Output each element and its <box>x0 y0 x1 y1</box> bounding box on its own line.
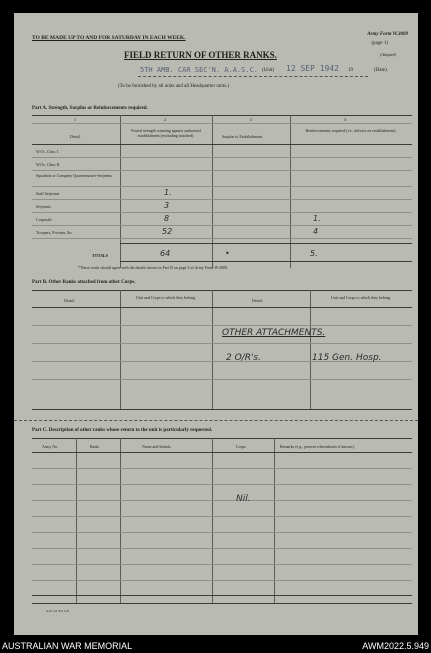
fold-line <box>14 420 418 421</box>
form-sheet <box>14 13 418 635</box>
adapted-label: (Adapted) <box>380 52 396 57</box>
col-number-2: 2 <box>164 117 166 122</box>
archive-footer <box>0 639 431 653</box>
col-number-1: 1 <box>74 117 76 122</box>
date-label: (Date). <box>374 68 389 73</box>
col-header-detail: Detail. <box>70 134 81 139</box>
part-b-heading: Part B. Other Ranks attached from other Corps. <box>32 280 136 285</box>
part-c-header-corps: Corps. <box>236 444 247 449</box>
date-stamp: 12 SEP 1942 <box>286 64 339 73</box>
part-c-header-remarks: Remarks (e.g., present whereabouts if known). <box>280 444 355 449</box>
col-number-4: 4 <box>344 117 346 122</box>
posted-troopers: 52 <box>162 227 173 236</box>
col-header-posted: Posted strength counting against authorised establishment (excluding attached). <box>131 128 201 138</box>
instruction-text: (To be furnished by all units and all Headquarter units.) <box>118 84 230 89</box>
unit-date-rule <box>138 76 368 77</box>
part-a-top-rule <box>32 115 412 116</box>
date-prefix: 19 <box>348 68 353 73</box>
part-c-header-name: Name and Initials. <box>142 444 172 449</box>
attachments-unit: 115 Gen. Hosp. <box>312 353 382 363</box>
part-c-header-rank: Rank. <box>90 444 100 449</box>
posted-cpl: 8 <box>164 214 170 223</box>
part-b-header-unit-1: Unit and Corps to which they belong. <box>135 295 197 300</box>
total-surplus: • <box>225 249 230 258</box>
page-number: (page 1) <box>371 41 388 46</box>
part-b-header-unit-2: Unit and Corps to which they belong. <box>330 295 392 300</box>
col-number-3: 3 <box>250 117 252 122</box>
reinf-troopers: 4 <box>313 227 319 236</box>
row-label-staff-sgt: Staff Serjeants <box>36 191 60 196</box>
posted-staff-sgt: 1. <box>164 188 172 197</box>
part-c-entry: Nil. <box>236 494 251 504</box>
reinf-cpl: 1. <box>313 214 321 223</box>
weekly-notice: TO BE MADE UP TO AND FOR SATURDAY IN EACH WEEK. <box>32 35 186 41</box>
footer-accession: AWM2022.5.949 <box>362 641 429 651</box>
col-header-reinforcements: Reinforcements required (i.e., deficits on establishment). <box>305 128 397 133</box>
attachments-title: OTHER ATTACHMENTS. <box>222 328 326 338</box>
attachments-detail: 2 O/R's. <box>226 353 261 363</box>
printer-code: A.W. Ltd. 814 5/41 <box>46 609 70 613</box>
row-label-cpl: Corporals <box>36 217 52 222</box>
col-header-surplus: Surplus to Establishment. <box>222 134 263 139</box>
footer-institution: AUSTRALIAN WAR MEMORIAL <box>2 641 133 651</box>
totals-label: TOTALS <box>92 253 108 258</box>
part-c-heading: Part C. Description of other ranks whose return to the unit is particularly requested. <box>32 428 213 433</box>
row-label-wo1: W.Os. Class I. <box>36 149 59 154</box>
part-a-heading: Part A. Strength, Surplus or Reinforcements required. <box>32 106 148 111</box>
total-reinf: 5. <box>310 249 318 258</box>
posted-sgt: 3 <box>164 201 170 210</box>
part-b-header-detail-1: Detail. <box>64 298 75 303</box>
form-title: FIELD RETURN OF OTHER RANKS. <box>124 50 277 60</box>
totals-note: *These totals should agree with the details shown in Part D on page 3 of Army Form W.3009. <box>78 265 228 270</box>
total-posted: 64 <box>160 249 171 258</box>
row-label-troopers: Troopers, Privates, &c. <box>36 230 74 235</box>
row-label-cqms: Squadron or Company Quartermaster-Serjeants <box>36 173 113 178</box>
row-label-sgt: Serjeants <box>36 204 51 209</box>
form-number: Army Form W.3009 <box>367 32 408 37</box>
part-b-header-detail-2: Detail. <box>252 298 263 303</box>
part-c-header-army-no: Army No. <box>42 444 59 449</box>
unit-stamp: 5TH AMB. CAR SEC'N. A.A.S.C. <box>140 66 259 74</box>
unit-label: (Unit) <box>262 68 275 73</box>
row-label-wo2: W.Os. Class II. <box>36 162 61 167</box>
